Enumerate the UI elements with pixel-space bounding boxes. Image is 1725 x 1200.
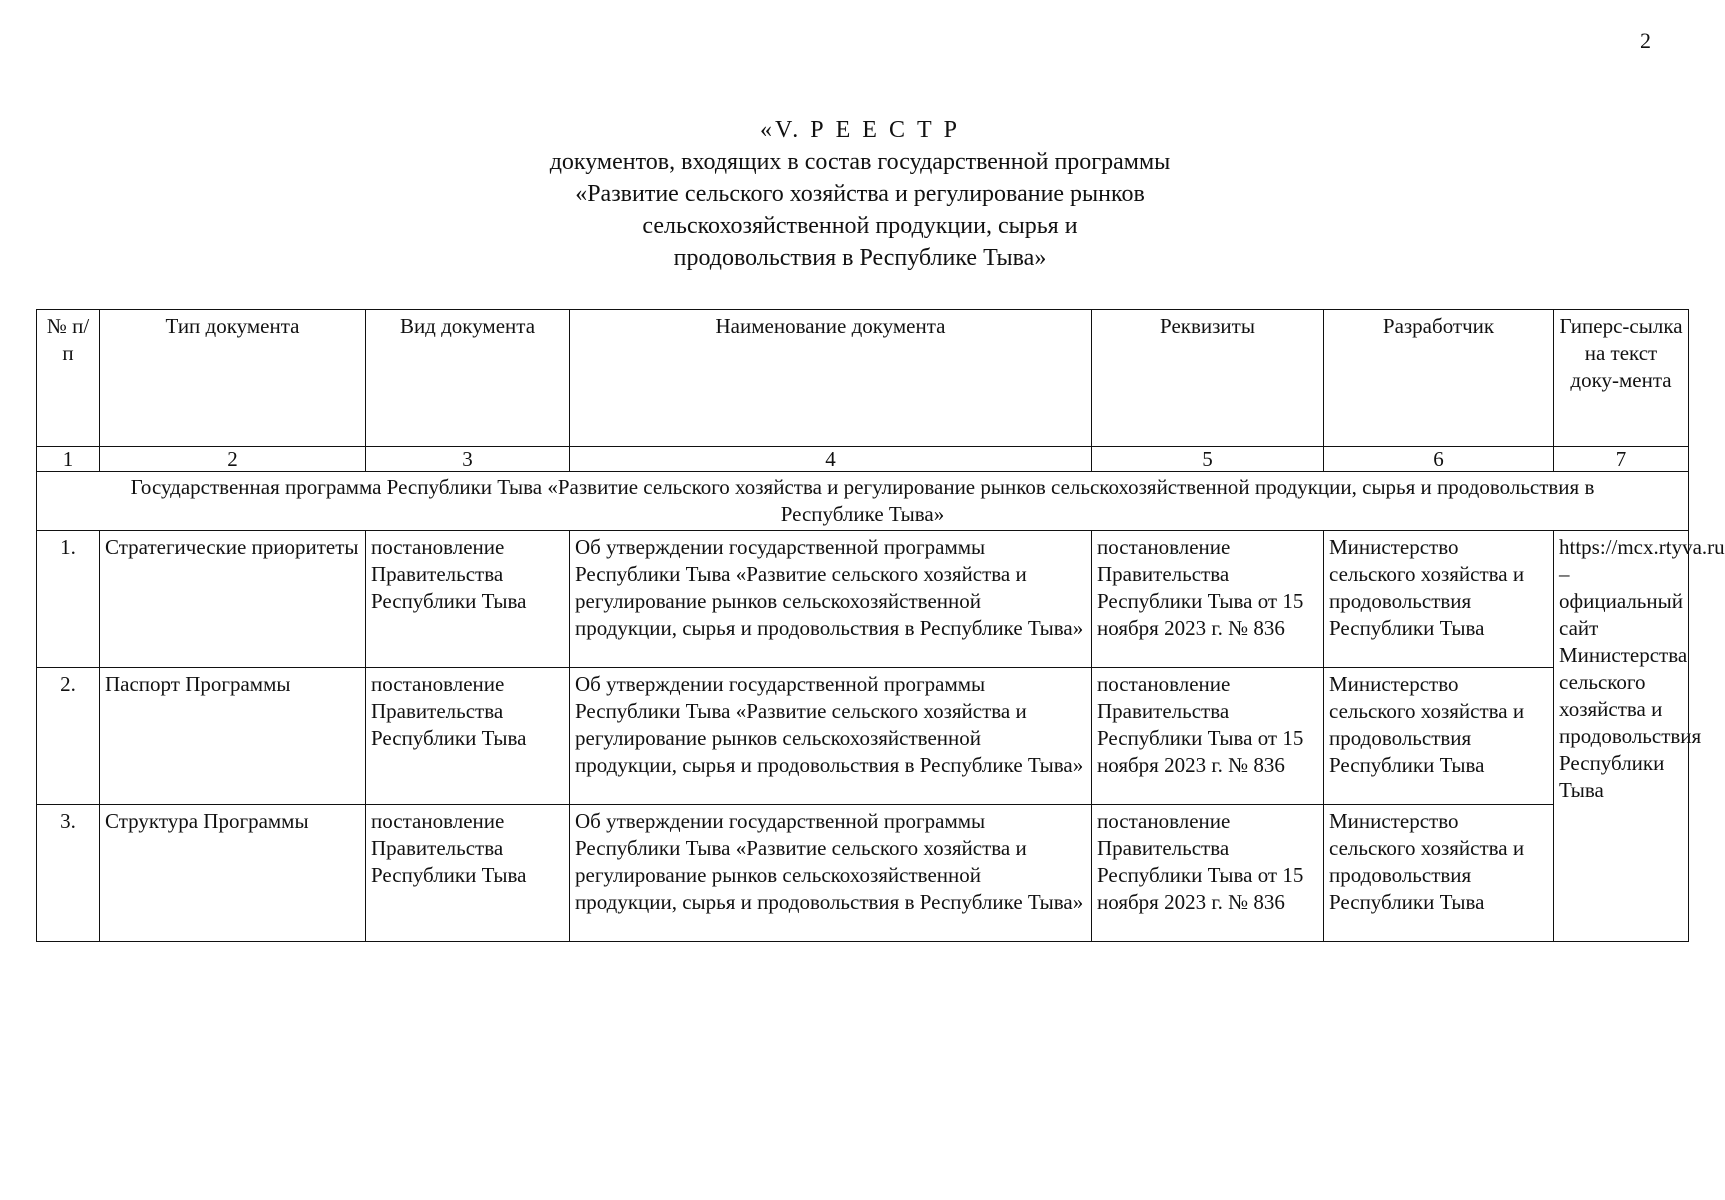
- header-hyperlink: Гиперс-сылка на текст доку-мента: [1554, 310, 1689, 447]
- row-name: Об утверждении государственной программы Республики Тыва «Развитие сельского хозяйства и регулирование рынков сельскохозяйственной продукции, сырья и продовольствия в Республике Тыва»: [570, 531, 1092, 668]
- registry-table: [36, 309, 1725, 942]
- table-header-row: [37, 310, 1689, 447]
- row-requisites: постановление Правительства Республики Тыва от 15 ноября 2023 г. № 836: [1092, 668, 1324, 805]
- row-name: Об утверждении государственной программы Республики Тыва «Развитие сельского хозяйства и регулирование рынков сельскохозяйственной продукции, сырья и продовольствия в Республике Тыва»: [570, 668, 1092, 805]
- heading-title: «V. Р Е Е С Т Р: [760, 117, 960, 143]
- column-number-row: [37, 447, 1689, 472]
- header-type: Тип документа: [100, 310, 366, 447]
- row-developer: Министерство сельского хозяйства и продовольствия Республики Тыва: [1324, 531, 1554, 668]
- header-developer: Разработчик: [1324, 310, 1554, 447]
- column-number: 1: [37, 447, 100, 472]
- row-type: Структура Программы: [100, 805, 366, 942]
- header-name: Наименование документа: [570, 310, 1092, 447]
- table-row: [37, 531, 1689, 668]
- header-num: № п/п: [37, 310, 100, 447]
- column-number: 6: [1324, 447, 1554, 472]
- row-num: 2.: [37, 668, 100, 805]
- heading-line: продовольствия в Республике Тыва»: [673, 245, 1047, 271]
- column-number: 3: [366, 447, 570, 472]
- table-row: [37, 668, 1689, 805]
- row-name: Об утверждении государственной программы Республики Тыва «Развитие сельского хозяйства и регулирование рынков сельскохозяйственной продукции, сырья и продовольствия в Республике Тыва»: [570, 805, 1092, 942]
- header-kind: Вид документа: [366, 310, 570, 447]
- row-kind: постановление Правительства Республики Тыва: [366, 531, 570, 668]
- column-number: 2: [100, 447, 366, 472]
- header-requisites: Реквизиты: [1092, 310, 1324, 447]
- row-num: 1.: [37, 531, 100, 668]
- column-number: 4: [570, 447, 1092, 472]
- hyperlink-cell: https://mcx.rtyva.ru – официальный сайт Министерства сельского хозяйства и продовольствия Республики Тыва: [1554, 531, 1689, 942]
- row-developer: Министерство сельского хозяйства и продовольствия Республики Тыва: [1324, 668, 1554, 805]
- section-title: Государственная программа Республики Тыва «Развитие сельского хозяйства и регулирование рынков сельскохозяйственной продукции, сырья и продовольствия в Республике Тыва»: [37, 472, 1689, 531]
- row-type: Паспорт Программы: [100, 668, 366, 805]
- registry-heading: [300, 114, 1420, 274]
- section-row: [37, 472, 1689, 531]
- page-number: 2: [1640, 28, 1651, 53]
- row-kind: постановление Правительства Республики Тыва: [366, 668, 570, 805]
- table-row: [37, 805, 1689, 942]
- row-requisites: постановление Правительства Республики Тыва от 15 ноября 2023 г. № 836: [1092, 531, 1324, 668]
- heading-line: документов, входящих в состав государственной программы: [549, 149, 1171, 175]
- row-kind: постановление Правительства Республики Тыва: [366, 805, 570, 942]
- row-num: 3.: [37, 805, 100, 942]
- heading-line: «Развитие сельского хозяйства и регулирование рынков: [575, 181, 1145, 207]
- row-requisites: постановление Правительства Республики Тыва от 15 ноября 2023 г. № 836: [1092, 805, 1324, 942]
- row-developer: Министерство сельского хозяйства и продовольствия Республики Тыва: [1324, 805, 1554, 942]
- row-type: Стратегические приоритеты: [100, 531, 366, 668]
- heading-line: сельскохозяйственной продукции, сырья и: [642, 213, 1078, 239]
- column-number: 7: [1554, 447, 1689, 472]
- column-number: 5: [1092, 447, 1324, 472]
